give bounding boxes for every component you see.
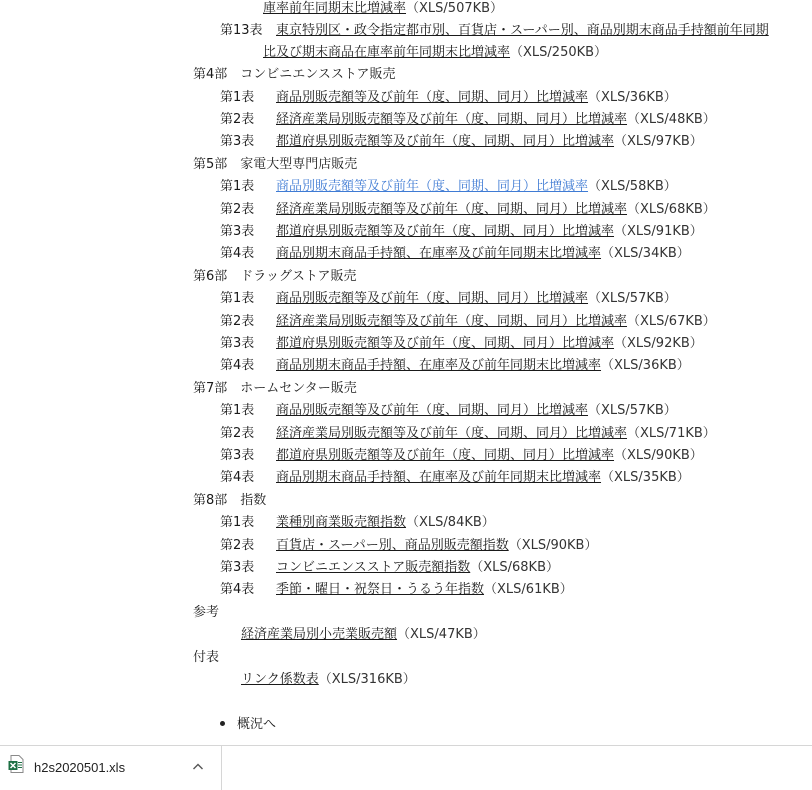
file-meta: （XLS/84KB） bbox=[406, 515, 495, 530]
table-link[interactable]: 百貨店・スーパー別、商品別販売額指数 bbox=[276, 538, 509, 553]
file-meta: （XLS/507KB） bbox=[406, 1, 504, 16]
table-link[interactable]: 商品別期末商品手持額、在庫率及び前年同期末比増減率 bbox=[276, 246, 602, 261]
table-number: 第13表 bbox=[220, 23, 263, 38]
file-meta: （XLS/90KB） bbox=[508, 538, 598, 553]
table-row bbox=[220, 513, 495, 533]
table-link[interactable]: 都道府県別販売額等及び前年（度、同期、同月）比増減率 bbox=[276, 448, 615, 463]
section-heading: 第8部 指数 bbox=[193, 493, 267, 508]
table-number: 第3表 bbox=[220, 560, 255, 575]
excel-file-icon bbox=[8, 755, 24, 773]
table-row bbox=[263, 43, 607, 63]
file-meta: （XLS/47KB） bbox=[397, 627, 486, 642]
file-meta: （XLS/57KB） bbox=[588, 291, 677, 306]
reference-link[interactable]: 経済産業局別小売業販売額 bbox=[241, 627, 398, 642]
bullet-icon bbox=[220, 721, 225, 726]
section-heading: 第7部 ホームセンター販売 bbox=[193, 381, 357, 396]
table-row bbox=[220, 401, 677, 421]
file-meta: （XLS/316KB） bbox=[318, 672, 416, 687]
table-number: 第3表 bbox=[220, 336, 255, 351]
table-row bbox=[220, 312, 716, 332]
table-number: 第1表 bbox=[220, 291, 255, 306]
table-link[interactable]: 東京特別区・政令指定都市別、百貨店・スーパー別、商品別期末商品手持額前年同期 bbox=[276, 23, 769, 38]
table-number: 第1表 bbox=[220, 403, 255, 418]
overview-link[interactable]: 概況へ bbox=[237, 717, 277, 732]
table-link[interactable]: 商品別期末商品手持額、在庫率及び前年同期末比増減率 bbox=[276, 358, 602, 373]
section-heading: 第6部 ドラッグストア販売 bbox=[193, 269, 357, 284]
table-row bbox=[220, 244, 690, 264]
table-number: 第3表 bbox=[220, 224, 255, 239]
file-meta: （XLS/48KB） bbox=[627, 112, 716, 127]
file-meta: （XLS/92KB） bbox=[614, 336, 703, 351]
table-row bbox=[220, 110, 716, 130]
table-number: 第4表 bbox=[220, 246, 255, 261]
table-link[interactable]: 商品別販売額等及び前年（度、同期、同月）比増減率 bbox=[276, 90, 589, 105]
table-link[interactable]: 比及び期末商品在庫率前年同期末比増減率 bbox=[263, 45, 511, 60]
table-row bbox=[220, 580, 573, 600]
table-number: 第3表 bbox=[220, 134, 255, 149]
list-item bbox=[220, 715, 276, 735]
file-meta: （XLS/67KB） bbox=[627, 314, 716, 329]
download-item[interactable] bbox=[0, 746, 222, 790]
table-link[interactable]: 経済産業局別販売額等及び前年（度、同期、同月）比増減率 bbox=[276, 314, 628, 329]
table-row bbox=[220, 200, 716, 220]
download-filename: h2s2020501.xls bbox=[34, 760, 126, 775]
download-bar bbox=[0, 745, 812, 790]
file-meta: （XLS/68KB） bbox=[470, 560, 560, 575]
table-row bbox=[220, 536, 597, 556]
file-meta: （XLS/57KB） bbox=[588, 403, 677, 418]
table-row bbox=[220, 88, 677, 108]
table-link[interactable]: 季節・曜日・祝祭日・うるう年指数 bbox=[276, 582, 485, 597]
table-link[interactable]: 商品別期末商品手持額、在庫率及び前年同期末比増減率 bbox=[276, 470, 602, 485]
appendix-link[interactable]: リンク係数表 bbox=[241, 672, 319, 687]
table-number: 第2表 bbox=[220, 426, 255, 441]
table-link[interactable]: 経済産業局別販売額等及び前年（度、同期、同月）比増減率 bbox=[276, 202, 628, 217]
table-link[interactable]: 庫率前年同期末比増減率 bbox=[263, 1, 407, 16]
chevron-up-icon[interactable] bbox=[191, 760, 205, 774]
file-meta: （XLS/36KB） bbox=[601, 358, 690, 373]
section-heading: 第4部 コンビニエンスストア販売 bbox=[193, 67, 396, 82]
section-heading-appendix: 付表 bbox=[193, 650, 220, 665]
file-meta: （XLS/61KB） bbox=[484, 582, 573, 597]
table-link[interactable]: 業種別商業販売額指数 bbox=[276, 515, 407, 530]
table-number: 第2表 bbox=[220, 112, 255, 127]
table-number: 第1表 bbox=[220, 179, 255, 194]
table-row bbox=[263, 0, 503, 19]
table-row bbox=[220, 468, 690, 488]
table-row bbox=[220, 222, 703, 242]
table-link[interactable]: 都道府県別販売額等及び前年（度、同期、同月）比増減率 bbox=[276, 134, 615, 149]
table-link[interactable]: 商品別販売額等及び前年（度、同期、同月）比増減率 bbox=[276, 403, 589, 418]
file-meta: （XLS/90KB） bbox=[614, 448, 703, 463]
table-row bbox=[220, 558, 559, 578]
table-row bbox=[220, 446, 703, 466]
table-link[interactable]: 経済産業局別販売額等及び前年（度、同期、同月）比増減率 bbox=[276, 112, 628, 127]
table-number: 第2表 bbox=[220, 538, 255, 553]
table-row bbox=[220, 21, 769, 41]
section-heading-reference: 参考 bbox=[193, 605, 220, 620]
table-number: 第4表 bbox=[220, 582, 255, 597]
table-row bbox=[220, 289, 677, 309]
file-meta: （XLS/35KB） bbox=[601, 470, 690, 485]
table-link[interactable]: 都道府県別販売額等及び前年（度、同期、同月）比増減率 bbox=[276, 336, 615, 351]
file-meta: （XLS/97KB） bbox=[614, 134, 703, 149]
table-link[interactable]: 商品別販売額等及び前年（度、同期、同月）比増減率 bbox=[276, 291, 589, 306]
table-link[interactable]: コンビニエンスストア販売額指数 bbox=[276, 560, 471, 575]
table-link[interactable]: 経済産業局別販売額等及び前年（度、同期、同月）比増減率 bbox=[276, 426, 628, 441]
table-number: 第4表 bbox=[220, 470, 255, 485]
table-row bbox=[220, 424, 716, 444]
table-link[interactable]: 都道府県別販売額等及び前年（度、同期、同月）比増減率 bbox=[276, 224, 615, 239]
table-row bbox=[220, 356, 690, 376]
table-number: 第1表 bbox=[220, 90, 255, 105]
table-row bbox=[220, 177, 677, 197]
file-meta: （XLS/58KB） bbox=[588, 179, 677, 194]
table-number: 第2表 bbox=[220, 202, 255, 217]
table-number: 第2表 bbox=[220, 314, 255, 329]
section-heading: 第5部 家電大型専門店販売 bbox=[193, 157, 358, 172]
table-row bbox=[220, 132, 703, 152]
table-number: 第4表 bbox=[220, 358, 255, 373]
file-meta: （XLS/68KB） bbox=[627, 202, 716, 217]
table-row bbox=[241, 625, 486, 645]
file-meta: （XLS/91KB） bbox=[614, 224, 703, 239]
file-meta: （XLS/34KB） bbox=[601, 246, 690, 261]
file-meta: （XLS/250KB） bbox=[510, 45, 608, 60]
table-row bbox=[241, 670, 416, 690]
table-link-visited[interactable]: 商品別販売額等及び前年（度、同期、同月）比増減率 bbox=[276, 179, 589, 194]
table-number: 第1表 bbox=[220, 515, 255, 530]
file-meta: （XLS/71KB） bbox=[627, 426, 716, 441]
table-number: 第3表 bbox=[220, 448, 255, 463]
table-row bbox=[220, 334, 703, 354]
file-meta: （XLS/36KB） bbox=[588, 90, 677, 105]
